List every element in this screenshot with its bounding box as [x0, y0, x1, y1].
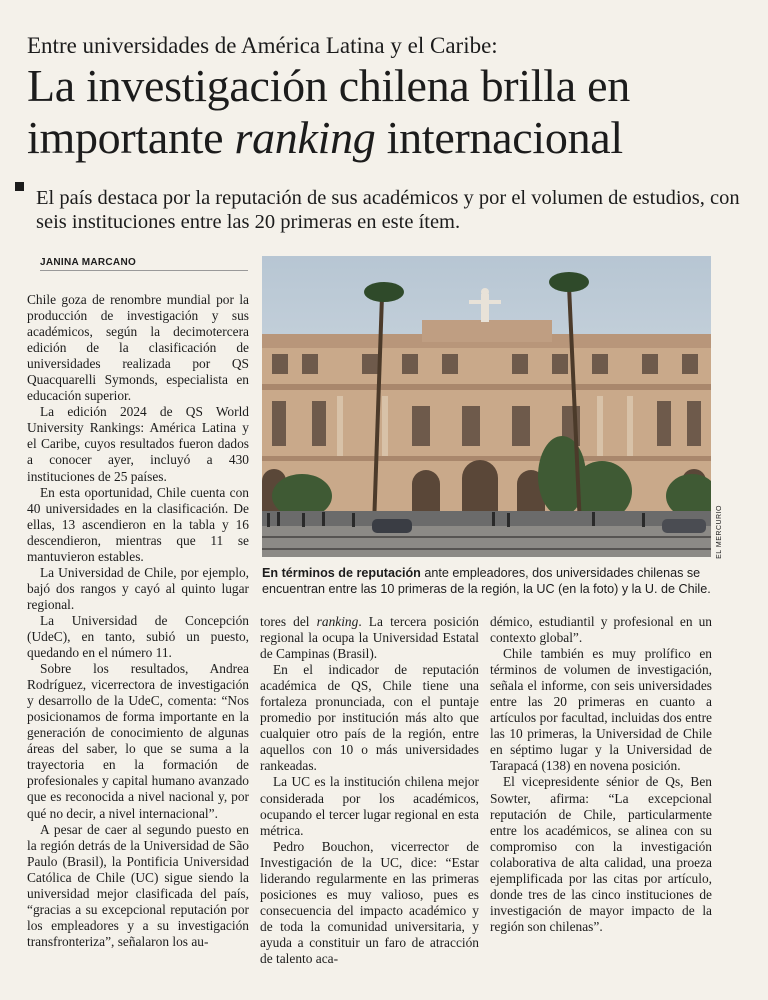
headline	[27, 60, 747, 164]
paragraph: Chile también es muy prolífico en términos de volumen de investigación, señala el informe, con seis universidades entre las 20 primeras en cuanto a artículos por facultad, incluidas dos entre las 10 primeras, la Universidad de Chile en séptimo lugar y la Universidad de Tarapacá (138) en novena posición.	[490, 646, 712, 774]
headline-italic: ranking	[234, 112, 376, 163]
headline-text-end: internacional	[375, 112, 623, 163]
text: tores del	[260, 614, 317, 629]
byline: JANINA MARCANO	[40, 257, 137, 268]
byline-divider	[40, 270, 248, 271]
deck-bullet-icon	[15, 182, 24, 191]
paragraph: En esta oportunidad, Chile cuenta con 40 universidades en la clasificación. De ellas, 13 ascendieron en la tabla y 16 descendieron, mientras que 11 se mantuvieron estables.	[27, 484, 249, 564]
article-column-1	[27, 292, 249, 950]
article-column-3	[490, 614, 712, 935]
headline-line-1: La investigación chilena brilla en	[27, 60, 630, 111]
paragraph: El vicepresidente sénior de Qs, Ben Sowter, afirma: “La excepcional reputación de Chile, particularmente entre los académicos, se alinea con su compromiso con la investigación colaborativa de alta calidad, una proeza ejemplificada por las citas por artículo, donde tres de las cinco instituciones de investigación de mayor impacto de la región son chilenas”.	[490, 774, 712, 934]
headline-text: importante	[27, 112, 235, 163]
paragraph: La edición 2024 de QS World University Rankings: América Latina y el Caribe, cuyos resultados fueron dados a conocer ayer, incluyó a 430 instituciones de 25 países.	[27, 404, 249, 484]
headline-line-2	[27, 112, 747, 164]
paragraph-continued	[260, 614, 479, 662]
paragraph: En el indicador de reputación académica de QS, Chile tiene una fortaleza pronunciada, con el puntaje promedio por institución más alto que cualquier otro país de la región, entre aquellos con 10 o más universidades rankeadas.	[260, 662, 479, 774]
kicker: Entre universidades de América Latina y el Caribe:	[27, 33, 498, 58]
photo-caption	[262, 566, 712, 597]
italic-text: ranking	[316, 614, 359, 629]
text: . La tercera posición regional la ocupa la Universidad Estatal de Campinas (Brasil).	[260, 614, 479, 662]
paragraph-continued: démico, estudiantil y profesional en un contexto global”.	[490, 614, 712, 646]
caption-text: ante empleadores, dos universidades chilenas se encuentran entre las 10 primeras de la región, la UC (en la foto) y la U. de Chile.	[262, 566, 711, 596]
paragraph: Pedro Bouchon, vicerrector de Investigación de la UC, dice: “Estar liderando regularmente en las primeras posiciones es muy valioso, pues es consecuencia del impacto académico y de toda la comunidad universitaria, y ayuda a constituir un faro de atracción de talento aca-	[260, 838, 479, 966]
photo-credit: EL MERCURIO	[716, 505, 723, 559]
paragraph: A pesar de caer al segundo puesto en la región detrás de la Universidad de São Paulo (Brasil), la Pontificia Universidad Católica de Chile (UC) sigue siendo la universidad mejor clasificada del país, “gracias a su excepcional reputación por los empleadores y a su investigación transfronteriza”, señalaron los au-	[27, 821, 249, 949]
caption-lead: En términos de reputación	[262, 566, 421, 580]
paragraph: La Universidad de Concepción (UdeC), en tanto, subió un puesto, quedando en el número 11.	[27, 612, 249, 661]
paragraph: La UC es la institución chilena mejor considerada por los académicos, ocupando el tercer lugar regional en esta métrica.	[260, 774, 479, 838]
paragraph: Chile goza de renombre mundial por la producción de investigación y sus académicos, según la decimotercera edición de la clasificación de universidades realizada por QS Quacquarelli Symonds, especialista en educación superior.	[27, 292, 249, 404]
deck: El país destaca por la reputación de sus académicos y por el volumen de estudios, con seis instituciones entre las 20 primeras en este ítem.	[36, 187, 740, 233]
paragraph: La Universidad de Chile, por ejemplo, bajó dos rangos y cayó al quinto lugar regional.	[27, 564, 249, 612]
university-photo	[262, 256, 711, 557]
article-column-2	[260, 614, 479, 967]
paragraph: Sobre los resultados, Andrea Rodríguez, vicerrectora de investigación y desarrollo de la UdeC, comenta: “Nos posicionamos de forma importante en la generación de conocimiento de algunas áreas del saber, lo que se suma a la trayectoria en la formación de profesionales y capital humano avanzado que es reconocida a nivel nacional y, por qué no decir, a nivel internacional”.	[27, 661, 249, 821]
